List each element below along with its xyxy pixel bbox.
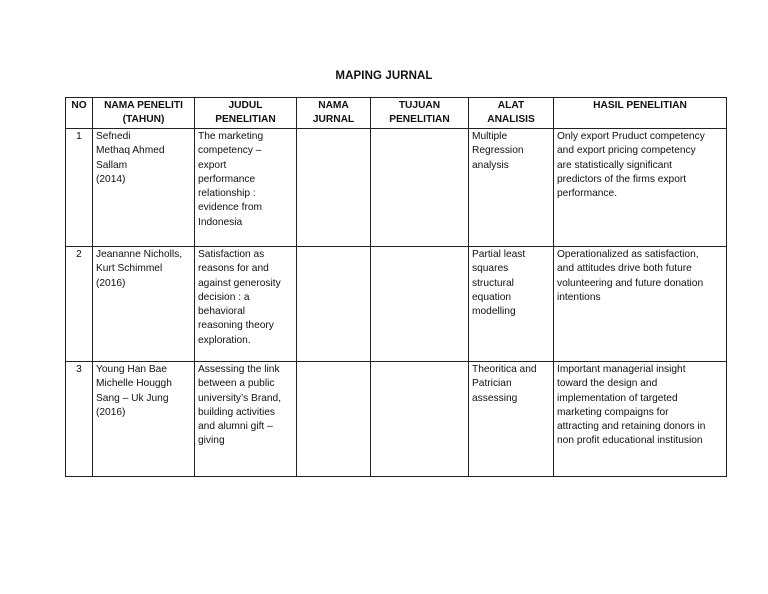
mapping-table [65,97,727,477]
cell-alat-analisis: Partial least squares structural equation modelling [469,247,554,362]
header-nama-jurnal: NAMA JURNAL [297,98,371,129]
table-row [66,247,727,362]
header-tujuan-penelitian: TUJUAN PENELITIAN [371,98,469,129]
cell-hasil-penelitian: Important managerial insight toward the design and implementation of targeted marketing compaigns for attracting and retaining donors in non profit educational institusion [554,362,727,477]
cell-alat-analisis: Theoritica and Patrician assessing [469,362,554,477]
cell-judul-penelitian: Satisfaction as reasons for and against generosity decision : a behavioral reasoning theory exploration. [195,247,297,362]
cell-hasil-penelitian: Only export Pruduct competency and export pricing competency are statistically significant predictors of the firms export performance. [554,129,727,247]
cell-no: 2 [66,247,93,362]
header-hasil-penelitian: HASIL PENELITIAN [554,98,727,129]
cell-tujuan-penelitian [371,362,469,477]
cell-judul-penelitian: Assessing the link between a public university’s Brand, building activities and alumni gift – giving [195,362,297,477]
cell-no: 3 [66,362,93,477]
cell-tujuan-penelitian [371,247,469,362]
cell-hasil-penelitian: Operationalized as satisfaction, and attitudes drive both future volunteering and future donation intentions [554,247,727,362]
cell-alat-analisis: Multiple Regression analysis [469,129,554,247]
table-row [66,362,727,477]
header-no: NO [66,98,93,129]
document-title: MAPING JURNAL [335,70,433,82]
cell-nama-jurnal [297,129,371,247]
cell-nama-peneliti: Young Han Bae Michelle Houggh Sang – Uk Jung (2016) [93,362,195,477]
header-judul-penelitian: JUDUL PENELITIAN [195,98,297,129]
header-alat-analisis: ALAT ANALISIS [469,98,554,129]
table-row [66,129,727,247]
cell-nama-peneliti: Sefnedi Methaq Ahmed Sallam (2014) [93,129,195,247]
cell-judul-penelitian: The marketing competency – export performance relationship : evidence from Indonesia [195,129,297,247]
header-nama-peneliti: NAMA PENELITI (TAHUN) [93,98,195,129]
cell-no: 1 [66,129,93,247]
cell-nama-peneliti: Jeananne Nicholls, Kurt Schimmel (2016) [93,247,195,362]
cell-nama-jurnal [297,362,371,477]
cell-nama-jurnal [297,247,371,362]
cell-tujuan-penelitian [371,129,469,247]
table-header-row [66,98,727,129]
